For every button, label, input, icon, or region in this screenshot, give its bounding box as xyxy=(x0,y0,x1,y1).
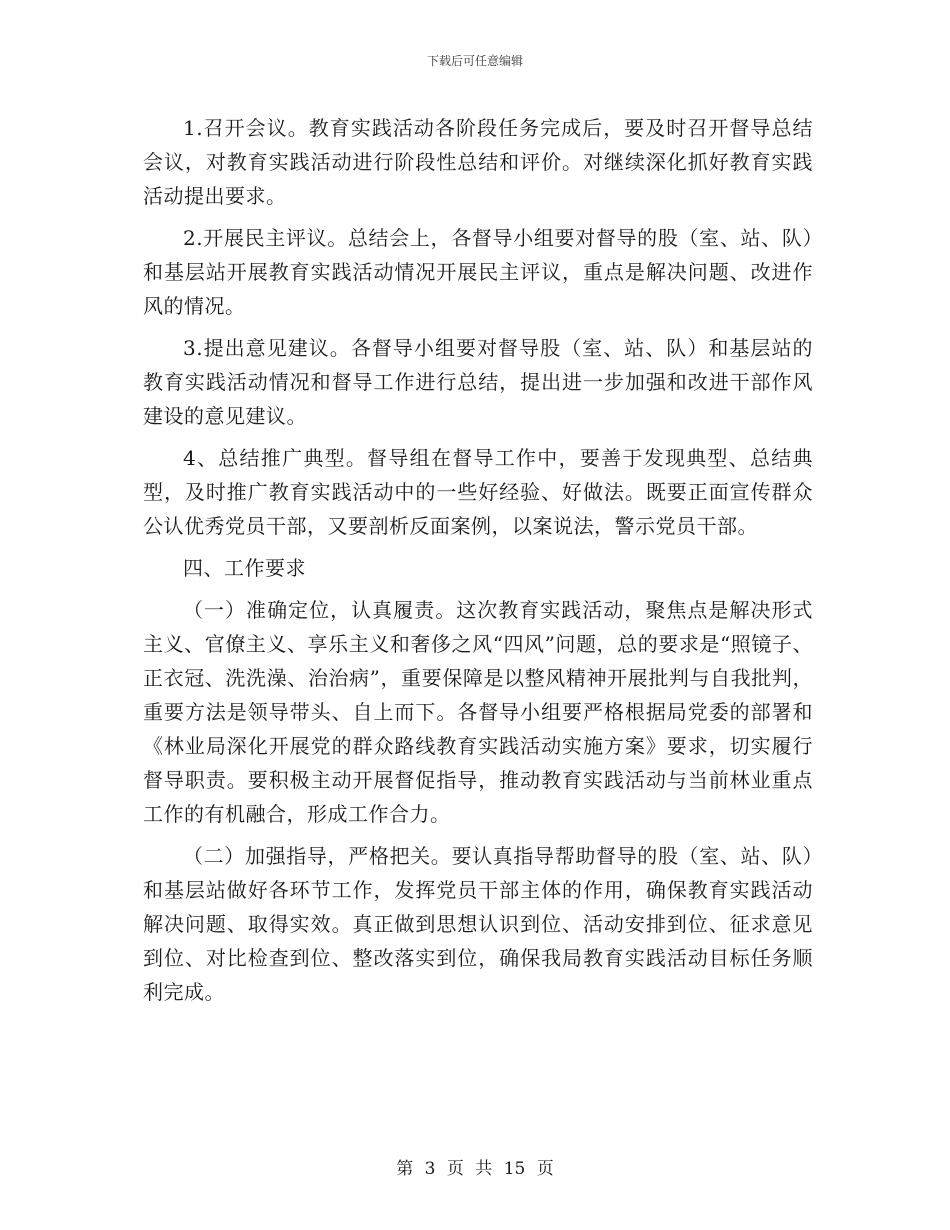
document-body xyxy=(143,111,813,1017)
paragraph-guidance: （二）加强指导，严格把关。要认真指导帮助督导的股（室、站、队）和基层站做好各环节工作，发挥党员干部主体的作用，确保教育实践活动解决问题、取得实效。真正做到思想认识到位、活动安排到位、征求意见到位、对比检查到位、整改落实到位，确保我局教育实践活动目标任务顺利完成。 xyxy=(143,844,813,1004)
paragraph-positioning: （一）准确定位，认真履责。这次教育实践活动，聚焦点是解决形式主义、官僚主义、享乐主义和奢侈之风“四风”问题，总的要求是“照镜子、正衣冠、洗洗澡、治治病”，重要保障是以整风精神开展批判与自我批判，重要方法是领导带头、自上而下。各督导小组要严格根据局党委的部署和《林业局深化开展党的群众路线教育实践活动实施方案》要求，切实履行督导职责。要积极主动开展督促指导，推动教育实践活动与当前林业重点工作的有机融合，形成工作合力。 xyxy=(143,598,813,826)
page-header: 下载后可任意编辑 xyxy=(426,54,523,68)
section-heading-work-requirements: 四、工作要求 xyxy=(183,556,306,580)
paragraph-promote-models: 4、总结推广典型。督导组在督导工作中，要善于发现典型、总结典型，及时推广教育实践活动中的一些好经验、好做法。既要正面宣传群众公认优秀党员干部，又要剖析反面案例，以案说法，警示党员干部。 xyxy=(143,446,813,538)
paragraph-convene-meeting: 1.召开会议。教育实践活动各阶段任务完成后，要及时召开督导总结会议，对教育实践活动进行阶段性总结和评价。对继续深化抓好教育实践活动提出要求。 xyxy=(143,116,813,208)
paragraph-democratic-review: 2.开展民主评议。总结会上，各督导小组要对督导的股（室、站、队）和基层站开展教育实践活动情况开展民主评议，重点是解决问题、改进作风的情况。 xyxy=(143,226,813,318)
paragraph-suggestions: 3.提出意见建议。各督导小组要对督导股（室、站、队）和基层站的教育实践活动情况和督导工作进行总结，提出进一步加强和改进干部作风建设的意见建议。 xyxy=(143,336,813,428)
page-number-footer: 第 3 页 共 15 页 xyxy=(396,1159,554,1179)
